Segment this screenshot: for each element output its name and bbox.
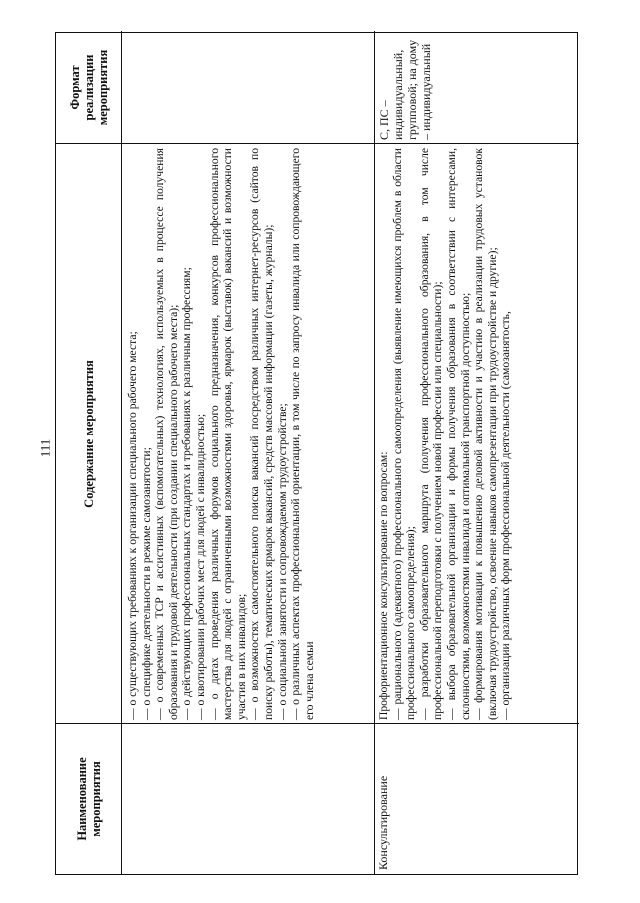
header-name: Наименование мероприятия <box>75 757 103 841</box>
header-content: Содержание мероприятия <box>82 360 96 508</box>
list-item: — о возможностях самостоятельного поиска вакансий посредством различных интернет-ресурсов (сайтов по поиску работы), тематических ярмарок вакансий, средств массовой информации (газеты, журналы); <box>248 148 275 720</box>
list-item: — о специфике деятельности в режиме самозанятости; <box>139 447 153 720</box>
list-item: — выбора образовательной организации и формы получения образования в соответствии с интересами, склонностями, возможностями инвалида и оптимальной транспортной доступностью; <box>444 148 472 720</box>
list-item: — формирования мотивации к повышению деловой активности и участию в реализации трудовых установок (включая трудоустройство, освоение навыков самопрезентации при трудоустройстве и другие); <box>472 148 499 720</box>
row2-format: С, ПС – индивидуальный, групповой; на дому – индивидуальный <box>377 39 433 140</box>
table-header <box>56 31 122 874</box>
list-item: — о квотировании рабочих мест для людей с инвалидностью; <box>193 413 207 720</box>
page-number: 111 <box>37 438 53 458</box>
list-item: — рационального (адекватного) профессионального самоопределения (выявление имеющихся проблем в области профессионального самоопределения); <box>390 148 418 720</box>
list-item: — о существующих требованиях к организации специального рабочего места; <box>126 331 139 720</box>
row2-content <box>375 144 579 724</box>
rotated-page-content <box>55 32 578 875</box>
row1-content <box>124 144 374 724</box>
list-item: — о различных аспектах профессиональной ориентации, в том числе по запросу инвалида или сопровождающего его члена семьи <box>289 148 316 720</box>
activities-table <box>55 32 578 875</box>
row2-name: Консультирование <box>376 775 390 870</box>
list-item: — организации различных форм профессиональной деятельности (самозанятость, <box>499 311 513 720</box>
list-item: — о социальной занятости и сопровождаемом трудоустройстве; <box>275 403 289 720</box>
list-item: — о датах проведения различных форумов социального предназначения, конкурсов профессионального мастерства для людей с ограниченными возможностями здоровья, ярмарок (выставок) вакансий и возможности участия в них инвалидов; <box>207 148 248 720</box>
row1-format <box>122 31 372 144</box>
header-format: Формат реализации мероприятия <box>68 49 110 126</box>
list-item: — разработки образовательного маршрута (получения профессионального образования, в том числе профессиональной переподготовки с получением новой профессии или специальности); <box>417 148 445 720</box>
list-item: — о действующих профессиональных стандартах и требованиях к различным профессиям; <box>180 267 194 720</box>
row1-name <box>122 724 372 874</box>
list-item: Профориентационное консультирование по вопросам: <box>377 451 390 720</box>
list-item: — о современных ТСР и ассистивных (вспомогательных) технологиях, используемых в процессе получения образования и трудовой деятельности (при создании специального рабочего места); <box>153 148 180 720</box>
